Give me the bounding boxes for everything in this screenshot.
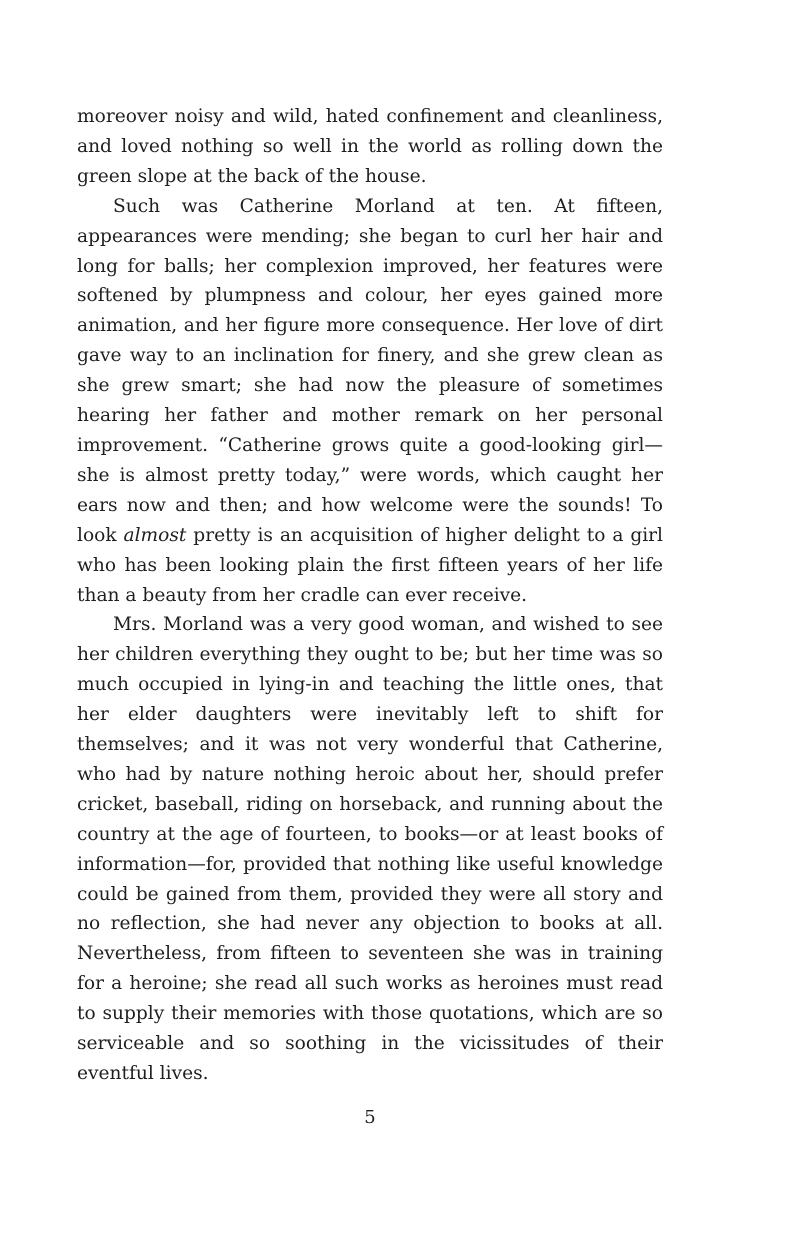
body-text xyxy=(77,102,663,1089)
paragraph-2-segment-3: pretty is an acquisition of higher delight to a girl who has been looking plain the first fifteen years of her life than a beauty from her cradle can ever receive. xyxy=(77,524,663,606)
paragraph-2 xyxy=(77,192,663,611)
page-number: 5 xyxy=(364,1107,376,1128)
paragraph-2-segment-1: Such was Catherine Morland at ten. At fifteen, appearances were mending; she began to curl her hair and long for balls; her complexion improved, her features were softened by plumpness and colour, her eyes gained more animation, and her figure more consequence. Her love of dirt gave way to an inclination for finery, and she grew clean as she grew smart; she had now the pleasure of sometimes hearing her father and mother remark on her personal improvement. “Catherine grows quite a good-looking girl—she is almost pretty today,” were words, which caught her ears now and then; and how welcome were the sounds! To look xyxy=(77,195,663,546)
paragraph-1 xyxy=(77,102,663,192)
emphasis-almost: almost xyxy=(123,524,187,546)
paragraph-3 xyxy=(77,610,663,1089)
paragraph-1-segment-1: moreover noisy and wild, hated confinement and cleanliness, and loved nothing so well in the world as rolling down the green slope at the back of the house. xyxy=(77,106,663,187)
paragraph-3-segment-1: Mrs. Morland was a very good woman, and wished to see her children everything they ought to be; but her time was so much occupied in lying-in and teaching the little ones, that her elder daughters were inevitably left to shift for themselves; and it was not very wonderful that Catherine, who had by nature nothing heroic about her, should prefer cricket, baseball, riding on horseback, and running about the country at the age of fourteen, to books—or at least books of information—for, provided that nothing like useful knowledge could be gained from them, provided they were all story and no reflection, she had never any objection to books at all. Nevertheless, from fifteen to seventeen she was in training for a heroine; she read all such works as heroines must read to supply their memories with those quotations, which are so serviceable and so soothing in the vicissitudes of their eventful lives. xyxy=(77,614,663,1084)
